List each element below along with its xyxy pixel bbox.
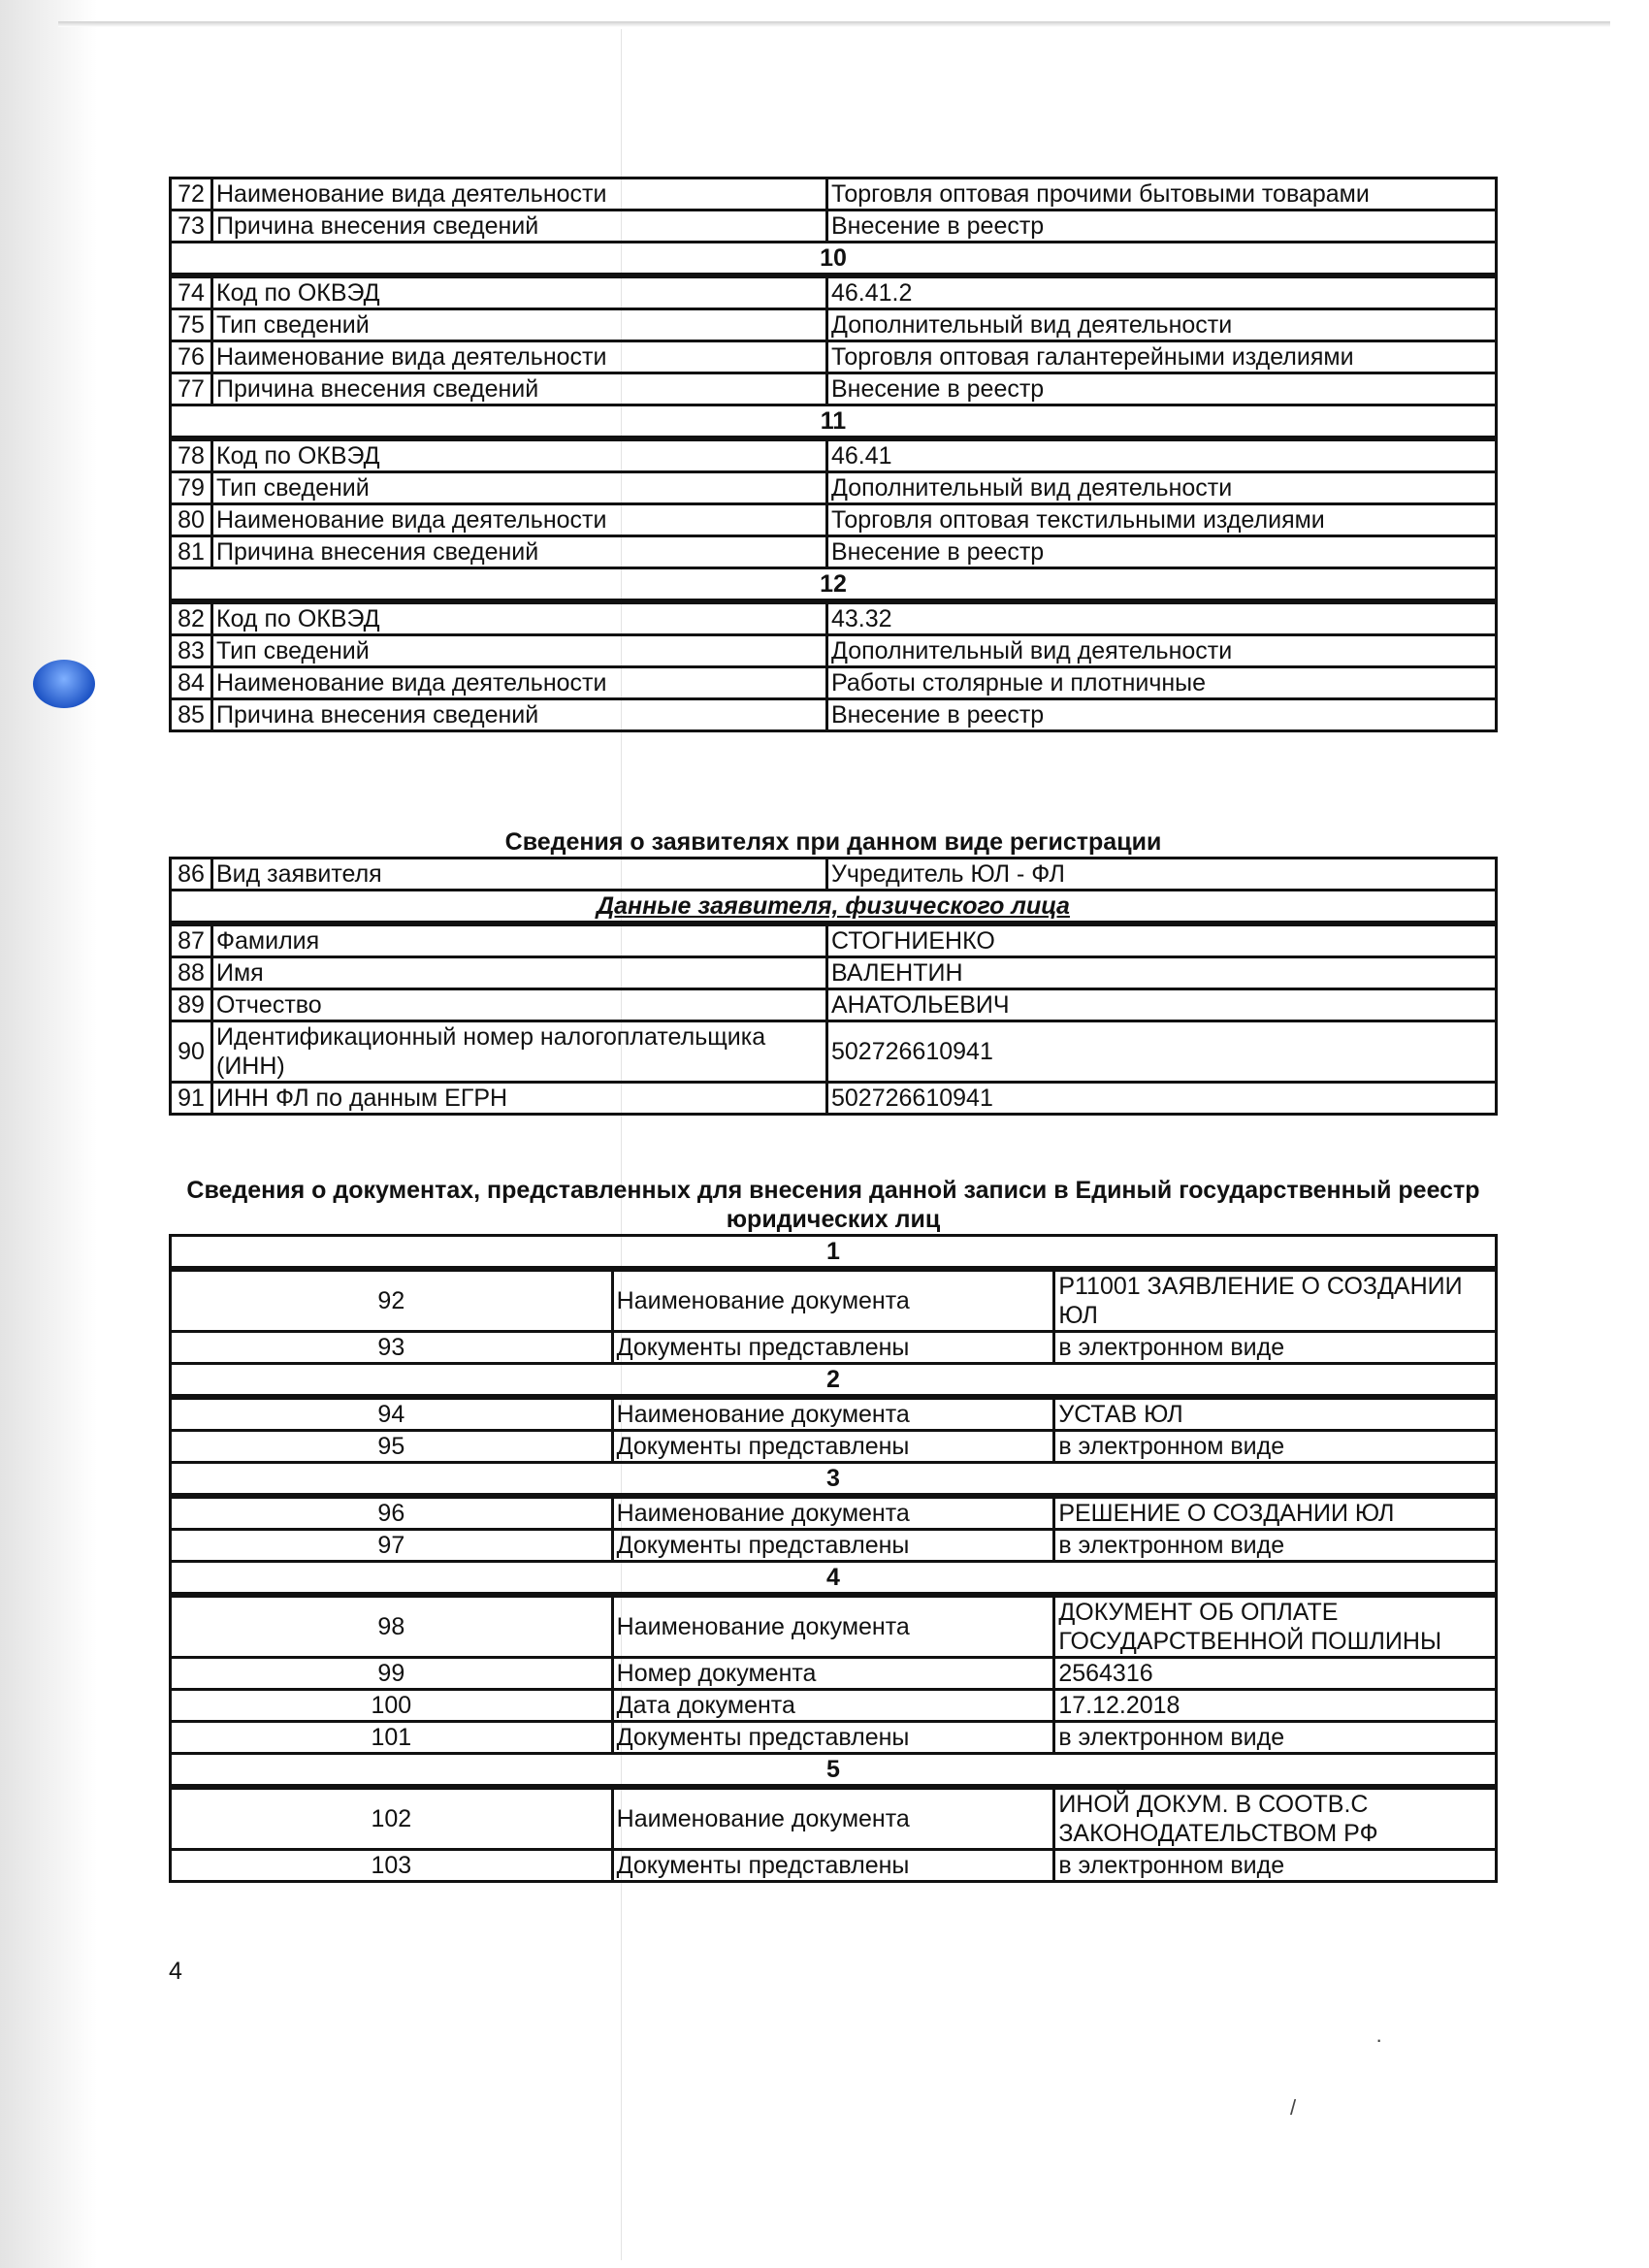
applicants-table-section (169, 857, 1498, 1116)
table-row (171, 275, 1497, 309)
field-label: Наименование вида деятельности (212, 178, 827, 211)
field-value: Внесение в реестр (827, 699, 1497, 731)
documents-table (169, 1234, 1498, 1883)
group-header (171, 1236, 1497, 1270)
field-label: Дата документа (612, 1690, 1054, 1722)
field-value: Торговля оптовая прочими бытовыми товарами (827, 178, 1497, 211)
table-row (171, 957, 1497, 989)
row-number: 99 (171, 1658, 613, 1690)
row-number: 86 (171, 859, 212, 891)
group-header-row (171, 1562, 1497, 1596)
field-value: 502726610941 (827, 1083, 1497, 1115)
field-label: Документы представлены (612, 1850, 1054, 1882)
field-value: ИНОЙ ДОКУМ. В СООТВ.С ЗАКОНОДАТЕЛЬСТВОМ РФ (1054, 1787, 1497, 1850)
table-row (171, 635, 1497, 667)
table-row (171, 699, 1497, 731)
scan-shadow (0, 0, 97, 2268)
table-row (171, 1595, 1497, 1658)
group-header-label: 10 (820, 244, 847, 272)
group-header-row (171, 405, 1497, 439)
table-row (171, 504, 1497, 536)
group-header (171, 1562, 1497, 1596)
field-value: АНАТОЛЬЕВИЧ (827, 989, 1497, 1021)
applicants-heading: Сведения о заявителях при данном виде регистрации (504, 828, 1162, 856)
group-header-label: Данные заявителя, физического лица (597, 892, 1070, 920)
field-label: Документы представлены (612, 1332, 1054, 1364)
field-label: Наименование документа (612, 1787, 1054, 1850)
field-label: Причина внесения сведений (212, 211, 827, 243)
field-value: ДОКУМЕНТ ОБ ОПЛАТЕ ГОСУДАРСТВЕННОЙ ПОШЛИНЫ (1054, 1595, 1497, 1658)
group-header (171, 568, 1497, 602)
table-row (171, 178, 1497, 211)
row-number: 75 (171, 309, 212, 341)
field-value: Дополнительный вид деятельности (827, 472, 1497, 504)
group-header-label: 3 (826, 1465, 840, 1492)
field-label: Наименование документа (612, 1397, 1054, 1431)
group-header-row (171, 568, 1497, 602)
scan-speck: / (1290, 2095, 1297, 2120)
field-value: Дополнительный вид деятельности (827, 309, 1497, 341)
group-header-label: 11 (820, 407, 847, 435)
row-number: 102 (171, 1787, 613, 1850)
row-number: 73 (171, 211, 212, 243)
field-label: Наименование документа (612, 1269, 1054, 1332)
table-row (171, 1690, 1497, 1722)
documents-heading: Сведения о документах, представленных для внесения данной записи в Единый государственный реестр юридических лиц (186, 1177, 1480, 1233)
field-value: СТОГНИЕНКО (827, 923, 1497, 957)
field-label: Идентификационный номер налогоплательщика (ИНН) (212, 1021, 827, 1083)
field-value: 2564316 (1054, 1658, 1497, 1690)
activities-table (169, 177, 1498, 732)
field-label: Номер документа (612, 1658, 1054, 1690)
field-label: Наименование документа (612, 1595, 1054, 1658)
row-number: 85 (171, 699, 212, 731)
table-row (171, 1658, 1497, 1690)
field-label: Наименование вида деятельности (212, 504, 827, 536)
field-value: в электронном виде (1054, 1332, 1497, 1364)
row-number: 83 (171, 635, 212, 667)
field-value: Торговля оптовая текстильными изделиями (827, 504, 1497, 536)
group-header-row (171, 1754, 1497, 1788)
field-value: 502726610941 (827, 1021, 1497, 1083)
row-number: 98 (171, 1595, 613, 1658)
table-row (171, 1332, 1497, 1364)
field-label: Код по ОКВЭД (212, 275, 827, 309)
row-number: 89 (171, 989, 212, 1021)
row-number: 88 (171, 957, 212, 989)
table-row (171, 211, 1497, 243)
row-number: 82 (171, 601, 212, 635)
table-row (171, 601, 1497, 635)
field-label: Документы представлены (612, 1722, 1054, 1754)
row-number: 81 (171, 536, 212, 568)
row-number: 84 (171, 667, 212, 699)
row-number: 72 (171, 178, 212, 211)
row-number: 91 (171, 1083, 212, 1115)
field-label: Вид заявителя (212, 859, 827, 891)
field-value: Дополнительный вид деятельности (827, 635, 1497, 667)
group-header (171, 1463, 1497, 1497)
field-value: 46.41.2 (827, 275, 1497, 309)
group-header (171, 405, 1497, 439)
row-number: 77 (171, 373, 212, 405)
field-label: Наименование вида деятельности (212, 341, 827, 373)
table-row (171, 1496, 1497, 1530)
group-header-label: 4 (826, 1564, 840, 1591)
field-value: Р11001 ЗАЯВЛЕНИЕ О СОЗДАНИИ ЮЛ (1054, 1269, 1497, 1332)
group-header-label: 1 (826, 1238, 840, 1265)
row-number: 97 (171, 1530, 613, 1562)
group-header (171, 1754, 1497, 1788)
field-label: Код по ОКВЭД (212, 438, 827, 472)
table-row (171, 373, 1497, 405)
field-value: 46.41 (827, 438, 1497, 472)
group-header-row (171, 891, 1497, 924)
field-label: Наименование вида деятельности (212, 667, 827, 699)
row-number: 103 (171, 1850, 613, 1882)
table-row (171, 472, 1497, 504)
table-row (171, 1722, 1497, 1754)
row-number: 96 (171, 1496, 613, 1530)
row-number: 95 (171, 1431, 613, 1463)
field-value: в электронном виде (1054, 1431, 1497, 1463)
scan-speck: · (1375, 2027, 1383, 2052)
table-row (171, 536, 1497, 568)
group-header-label: 2 (826, 1366, 840, 1393)
field-label: Документы представлены (612, 1530, 1054, 1562)
group-header (171, 1364, 1497, 1398)
group-header-row (171, 243, 1497, 276)
row-number: 74 (171, 275, 212, 309)
table-row (171, 309, 1497, 341)
field-value: Внесение в реестр (827, 211, 1497, 243)
row-number: 87 (171, 923, 212, 957)
table-row (171, 1530, 1497, 1562)
scan-top-edge (58, 21, 1610, 27)
field-value: 17.12.2018 (1054, 1690, 1497, 1722)
field-value: РЕШЕНИЕ О СОЗДАНИИ ЮЛ (1054, 1496, 1497, 1530)
row-number: 92 (171, 1269, 613, 1332)
field-label: Отчество (212, 989, 827, 1021)
group-header-row (171, 1364, 1497, 1398)
group-header (171, 243, 1497, 276)
table-row (171, 923, 1497, 957)
field-label: Наименование документа (612, 1496, 1054, 1530)
row-number: 93 (171, 1332, 613, 1364)
field-label: Код по ОКВЭД (212, 601, 827, 635)
field-label: Тип сведений (212, 635, 827, 667)
field-label: ИНН ФЛ по данным ЕГРН (212, 1083, 827, 1115)
row-number: 101 (171, 1722, 613, 1754)
table-row (171, 1431, 1497, 1463)
table-row (171, 1397, 1497, 1431)
field-value: УСТАВ ЮЛ (1054, 1397, 1497, 1431)
field-value: 43.32 (827, 601, 1497, 635)
group-header-label: 12 (820, 570, 847, 598)
field-value: Торговля оптовая галантерейными изделиями (827, 341, 1497, 373)
group-header (171, 891, 1497, 924)
applicants-table (169, 857, 1498, 1116)
row-number: 100 (171, 1690, 613, 1722)
group-header-row (171, 1236, 1497, 1270)
table-row (171, 859, 1497, 891)
field-label: Причина внесения сведений (212, 373, 827, 405)
table-row (171, 1787, 1497, 1850)
table-row (171, 1850, 1497, 1882)
table-row (171, 989, 1497, 1021)
row-number: 80 (171, 504, 212, 536)
field-value: Работы столярные и плотничные (827, 667, 1497, 699)
field-value: в электронном виде (1054, 1850, 1497, 1882)
field-value: в электронном виде (1054, 1530, 1497, 1562)
table-row (171, 1269, 1497, 1332)
table-row (171, 667, 1497, 699)
table-row (171, 341, 1497, 373)
page-number: 4 (169, 1958, 182, 1985)
field-label: Причина внесения сведений (212, 699, 827, 731)
field-label: Фамилия (212, 923, 827, 957)
documents-table-section (169, 1234, 1498, 1883)
field-value: в электронном виде (1054, 1722, 1497, 1754)
activities-table-section (169, 177, 1498, 732)
field-label: Тип сведений (212, 309, 827, 341)
field-label: Тип сведений (212, 472, 827, 504)
row-number: 78 (171, 438, 212, 472)
group-header-row (171, 1463, 1497, 1497)
field-value: Внесение в реестр (827, 373, 1497, 405)
table-row (171, 1083, 1497, 1115)
row-number: 79 (171, 472, 212, 504)
table-row (171, 438, 1497, 472)
row-number: 90 (171, 1021, 212, 1083)
group-header-label: 5 (826, 1756, 840, 1783)
row-number: 94 (171, 1397, 613, 1431)
table-row (171, 1021, 1497, 1083)
field-value: Учредитель ЮЛ - ФЛ (827, 859, 1497, 891)
field-label: Причина внесения сведений (212, 536, 827, 568)
field-value: ВАЛЕНТИН (827, 957, 1497, 989)
row-number: 76 (171, 341, 212, 373)
field-value: Внесение в реестр (827, 536, 1497, 568)
field-label: Документы представлены (612, 1431, 1054, 1463)
binder-hole (33, 660, 95, 708)
field-label: Имя (212, 957, 827, 989)
